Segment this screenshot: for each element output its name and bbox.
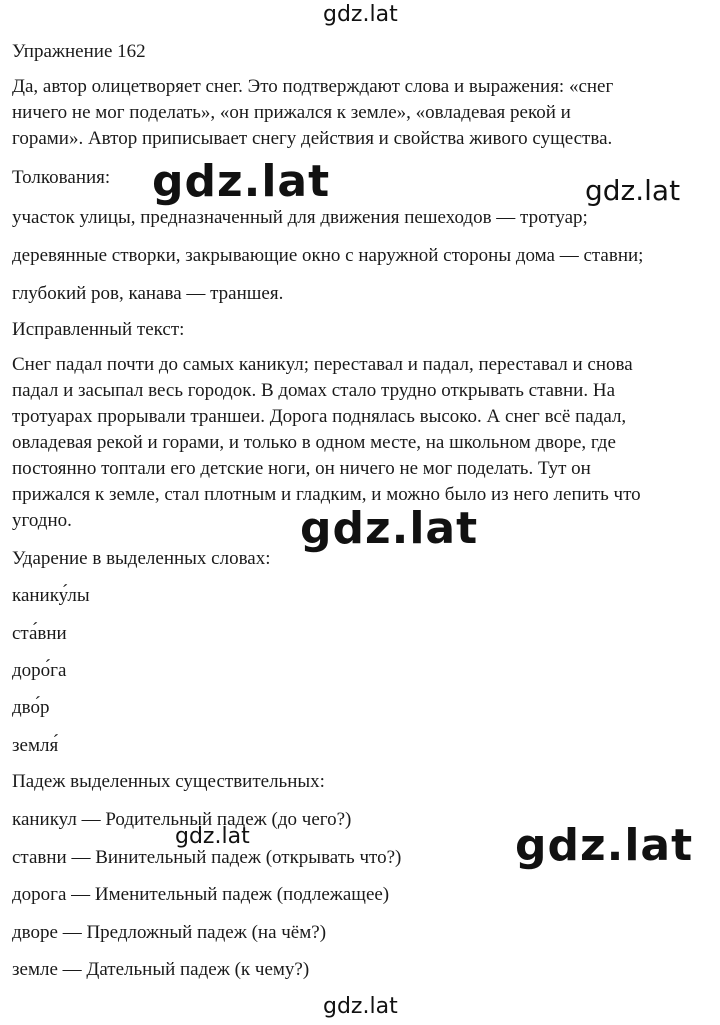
stress-word: ста́вни <box>12 623 67 644</box>
watermark-big-right: gdz.lat <box>515 820 694 871</box>
stress-word: доро́га <box>12 660 67 681</box>
corrected-line: постоянно топтали его детские ноги, он ничего не мог поделать. Тут он <box>12 458 591 479</box>
watermark-big: gdz.lat <box>152 156 331 207</box>
case-item: земле — Дательный падеж (к чему?) <box>12 959 310 980</box>
definition-item: деревянные створки, закрывающие окно с наружной стороны дома — ставни; <box>12 245 644 266</box>
definition-item: участок улицы, предназначенный для движения пешеходов — тротуар; <box>12 207 588 228</box>
corrected-line: угодно. <box>12 510 72 531</box>
corrected-line: овладевая рекой и горами, и только в одном месте, на школьном дворе, где <box>12 432 616 453</box>
case-item: ставни — Винительный падеж (открывать что?) <box>12 847 402 868</box>
corrected-line: прижался к земле, стал плотным и гладким, и можно было из него лепить что <box>12 484 641 505</box>
case-item: дворе — Предложный падеж (на чём?) <box>12 922 327 943</box>
stress-label: Ударение в выделенных словах: <box>12 548 271 569</box>
case-item: каникул — Родительный падеж (до чего?) <box>12 809 352 830</box>
intro-line: горами». Автор приписывает снегу действия и свойства живого существа. <box>12 128 613 149</box>
corrected-line: тротуарах прорывали траншеи. Дорога поднялась высоко. А снег всё падал, <box>12 406 627 427</box>
corrected-label: Исправленный текст: <box>12 319 185 340</box>
intro-paragraph <box>12 74 702 152</box>
intro-line: Да, автор олицетворяет снег. Это подтверждают слова и выражения: «снег <box>12 76 614 97</box>
stress-word: канику́лы <box>12 585 90 606</box>
corrected-line: падал и засыпал весь городок. В домах стало трудно открывать ставни. На <box>12 380 616 401</box>
stress-word: земля́ <box>12 735 59 756</box>
watermark-bottom: gdz.lat <box>323 994 398 1019</box>
stress-word: дво́р <box>12 697 50 718</box>
case-item: дорога — Именительный падеж (подлежащее) <box>12 884 390 905</box>
case-label: Падеж выделенных существительных: <box>12 771 325 792</box>
watermark-small: gdz.lat <box>175 824 250 849</box>
intro-line: ничего не мог поделать», «он прижался к земле», «овладевая рекой и <box>12 102 571 123</box>
watermark-top: gdz.lat <box>323 2 398 27</box>
definition-item: глубокий ров, канава — траншея. <box>12 283 284 304</box>
watermark-right: gdz.lat <box>585 174 681 207</box>
exercise-title: Упражнение 162 <box>12 41 146 62</box>
watermark-big-center: gdz.lat <box>300 503 479 554</box>
corrected-line: Снег падал почти до самых каникул; переставал и падал, переставал и снова <box>12 354 633 375</box>
definitions-label: Толкования: <box>12 167 111 188</box>
